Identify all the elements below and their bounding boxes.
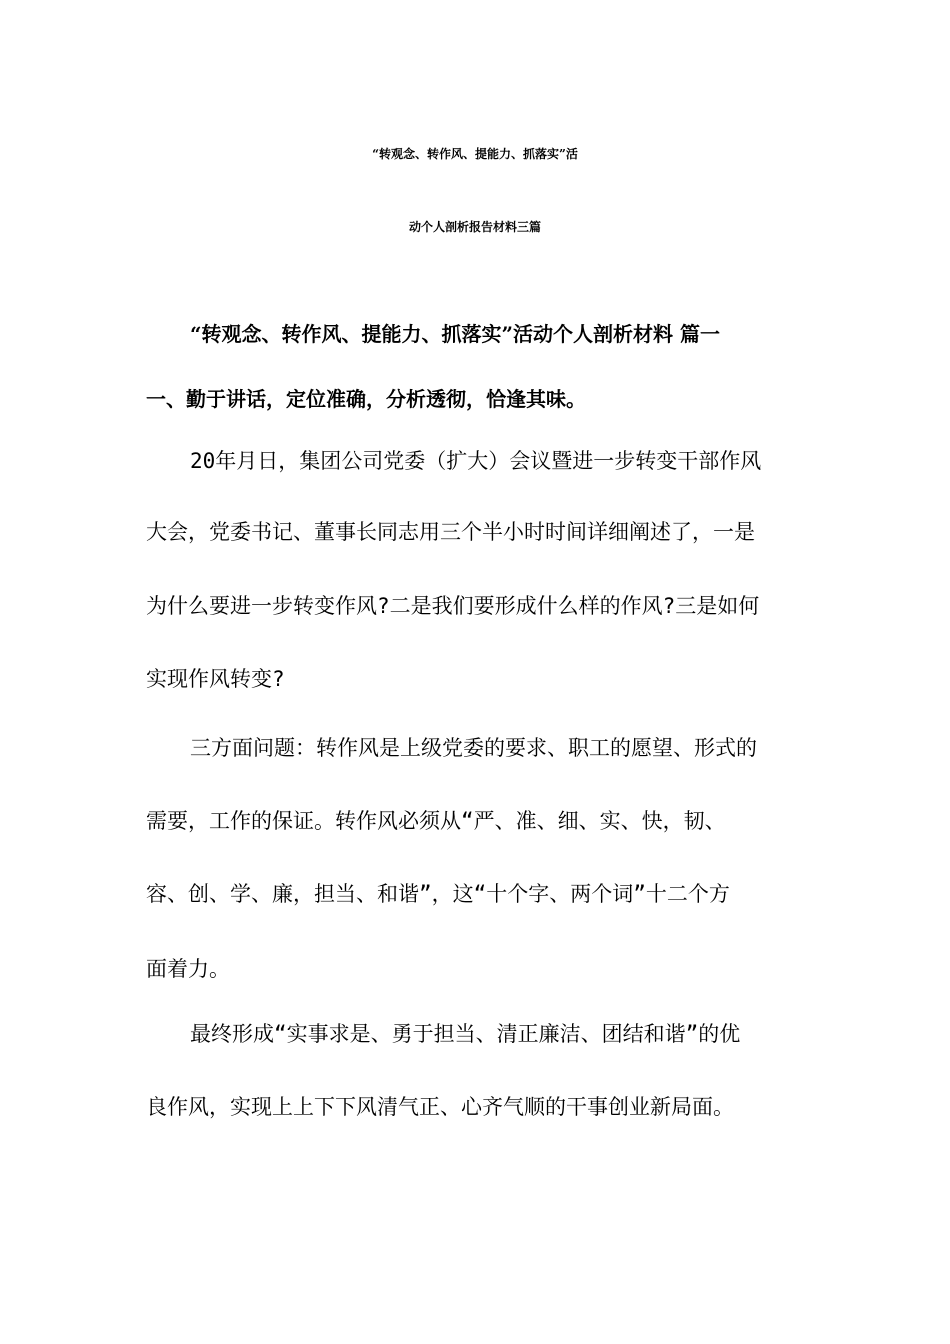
paragraph-line: 容、创、学、廉，担当、和谐”，这“十个字、两个词”十二个方 xyxy=(146,882,730,906)
document-title-line-2: 动个人剖析报告材料三篇 xyxy=(408,220,541,234)
paragraph-line: 实现作风转变? xyxy=(146,667,285,691)
paragraph-line: 20年月日，集团公司党委（扩大）会议暨进一步转变干部作风 xyxy=(190,449,762,473)
paragraph-line: 面着力。 xyxy=(146,957,230,981)
paragraph-line: 良作风，实现上上下下风清气正、心齐气顺的干事创业新局面。 xyxy=(146,1095,734,1119)
document-title-line-1: “转观念、转作风、提能力、抓落实”活 xyxy=(372,147,578,161)
paragraph-line: 最终形成“实事求是、勇于担当、清正廉洁、团结和谐”的优 xyxy=(190,1022,741,1046)
paragraph-line: 大会，党委书记、董事长同志用三个半小时时间详细阐述了，一是 xyxy=(146,520,755,544)
section-heading: 一、勤于讲话，定位准确，分析透彻，恰逢其味。 xyxy=(146,387,586,411)
document-subtitle: “转观念、转作风、提能力、抓落实”活动个人剖析材料 篇一 xyxy=(190,322,720,346)
paragraph-line: 为什么要进一步转变作风?二是我们要形成什么样的作风?三是如何 xyxy=(146,594,760,618)
paragraph-line: 三方面问题：转作风是上级党委的要求、职工的愿望、形式的 xyxy=(190,736,757,760)
paragraph-line: 需要，工作的保证。转作风必须从“严、准、细、实、快，韧、 xyxy=(146,809,726,833)
